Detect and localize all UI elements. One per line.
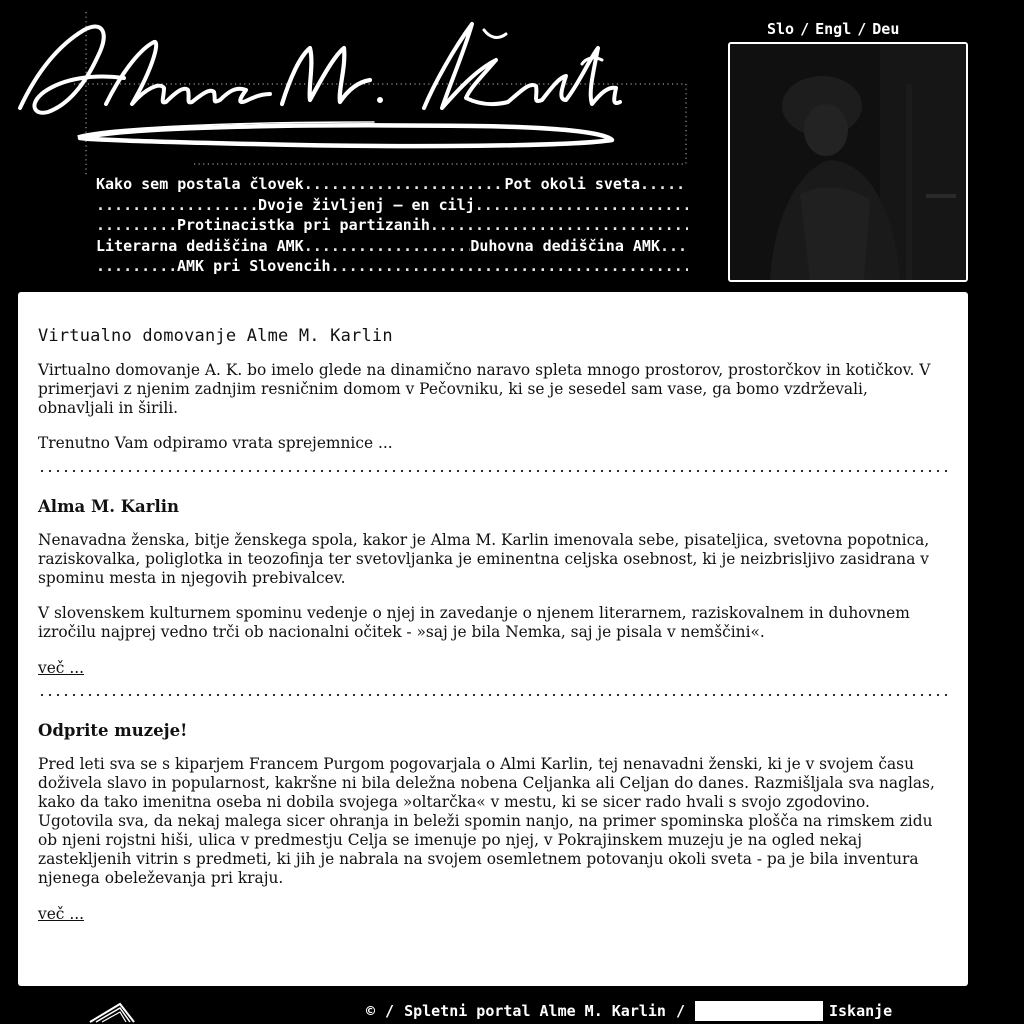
alma-more-link[interactable]: več ... [38,659,84,677]
footer-separator: / [675,1002,685,1020]
dotted-leader [331,256,688,277]
alma-paragraph: Nenavadna ženska, bitje ženskega spola, kakor je Alma M. Karlin imenovala sebe, pisateljica, svetovna popotnica, raziskovalka, poliglotka in teozofinja ter svetovljanka je eminentna celjska osebnost, ki je neizbrisljivo zasidrana v spominu mesta in njegovih prebivalcev. [38,531,930,587]
dotted-divider [38,469,948,473]
search-button[interactable]: Iskanje [829,1002,893,1020]
lang-deu-link[interactable]: Deu [872,20,900,38]
alma-section [38,497,948,691]
intro-paragraph: Trenutno Vam odpiramo vrata sprejemnice ... [38,434,393,452]
museums-title: Odprite muzeje! [38,721,188,740]
nav-row [96,236,688,257]
footer-separator: / [385,1002,395,1020]
portrait-photo [728,42,968,282]
intro-title: Virtualno domovanje Alme M. Karlin [38,326,393,346]
intro-section [38,326,948,453]
nav-row [96,256,688,277]
dotted-divider [38,693,948,697]
nav-row [96,195,688,216]
dotted-leader [96,195,258,216]
search-input[interactable] [695,1001,823,1021]
alma-title: Alma M. Karlin [38,497,179,516]
content-panel [18,292,968,986]
nav-item-anti-nazi[interactable]: Protinacistka pri partizanih [177,216,430,235]
museums-more-link[interactable]: več ... [38,905,84,923]
language-switch [767,20,899,38]
alma-paragraph: V slovenskem kulturnem spominu vedenje o njej in zavedanje o njenem literarnem, raziskovalnem in duhovnem izročilu najprej vedno trči ob nacionalni očitek - »saj je bila Nemka, saj je pisala v nemščini«. [38,604,910,641]
lang-engl-link[interactable]: Engl [815,20,852,38]
dotted-leader [96,256,177,277]
nav-row [96,215,688,236]
nav-item-how-human[interactable]: Kako sem postala človek [96,175,304,193]
lang-separator: / [857,20,867,38]
museums-section [38,721,948,937]
footer-bar [366,1001,892,1021]
lang-slo-link[interactable]: Slo [767,20,795,38]
nav-item-literary-heritage[interactable]: Literarna dediščina AMK [96,236,304,255]
dotted-leader [640,174,688,195]
main-nav [96,174,688,277]
portrait-image [730,44,966,280]
dotted-leader [96,215,177,236]
museums-paragraph: Pred leti sva se s kiparjem Francem Purgom pogovarjala o Almi Karlin, tej nenavadni ženski, ki je v svojem času doživela slavo in popularnost, kakršne ni bila deležna nobena Celjanka ali Celjan do danes. Razmišljala sva naglas, kako da tako imenitna oseba ni dobila svojega »oltarčka« v mestu, ki se sicer rado hvali s svojo zgodovino. Ugotovila sva, da nekaj malega sicer ohranja in beleži spomin nanjo, na primer spominska plošča na rimskem zidu ob njeni rojstni hiši, ulica v predmestju Celja se imenuje po njej, v Pokrajinskem muzeju je na ogled nekaj zastekljenih vitrin s predmeti, ki jih je nabrala na svojem osemletnem potovanju okoli sveta - pa je bila inventura njenega obeleževanja pri kraju. [38,755,935,887]
nav-item-around-world[interactable]: Pot okoli sveta [504,175,640,193]
dotted-leader [475,195,688,216]
copyright-mark: © [366,1002,376,1020]
portal-title: Spletni portal Alme M. Karlin [404,1002,666,1020]
nav-row [96,174,688,195]
nav-item-spiritual-heritage[interactable]: Duhovna dediščina AMK [470,236,660,255]
nav-item-amk-slovenes[interactable]: AMK pri Slovencih [177,257,331,276]
dotted-leader [430,215,688,236]
dotted-leader [660,236,688,257]
dotted-leader [304,174,505,195]
feather-logo-icon [86,1000,136,1024]
dotted-leader [304,236,471,257]
intro-paragraph: Virtualno domovanje A. K. bo imelo glede na dinamično naravo spleta mnogo prostorov, prostorčkov in kotičkov. V primerjavi z njenim zadnjim resničnim domom v Pečovniku, ki se je sesedel sam vase, ga bomo vzdrževali, obnavljali in širili. [38,361,931,417]
signature-logo[interactable] [14,8,694,178]
nav-item-double-life[interactable]: Dvoje življenj – en cilj [258,195,475,214]
lang-separator: / [800,20,810,38]
